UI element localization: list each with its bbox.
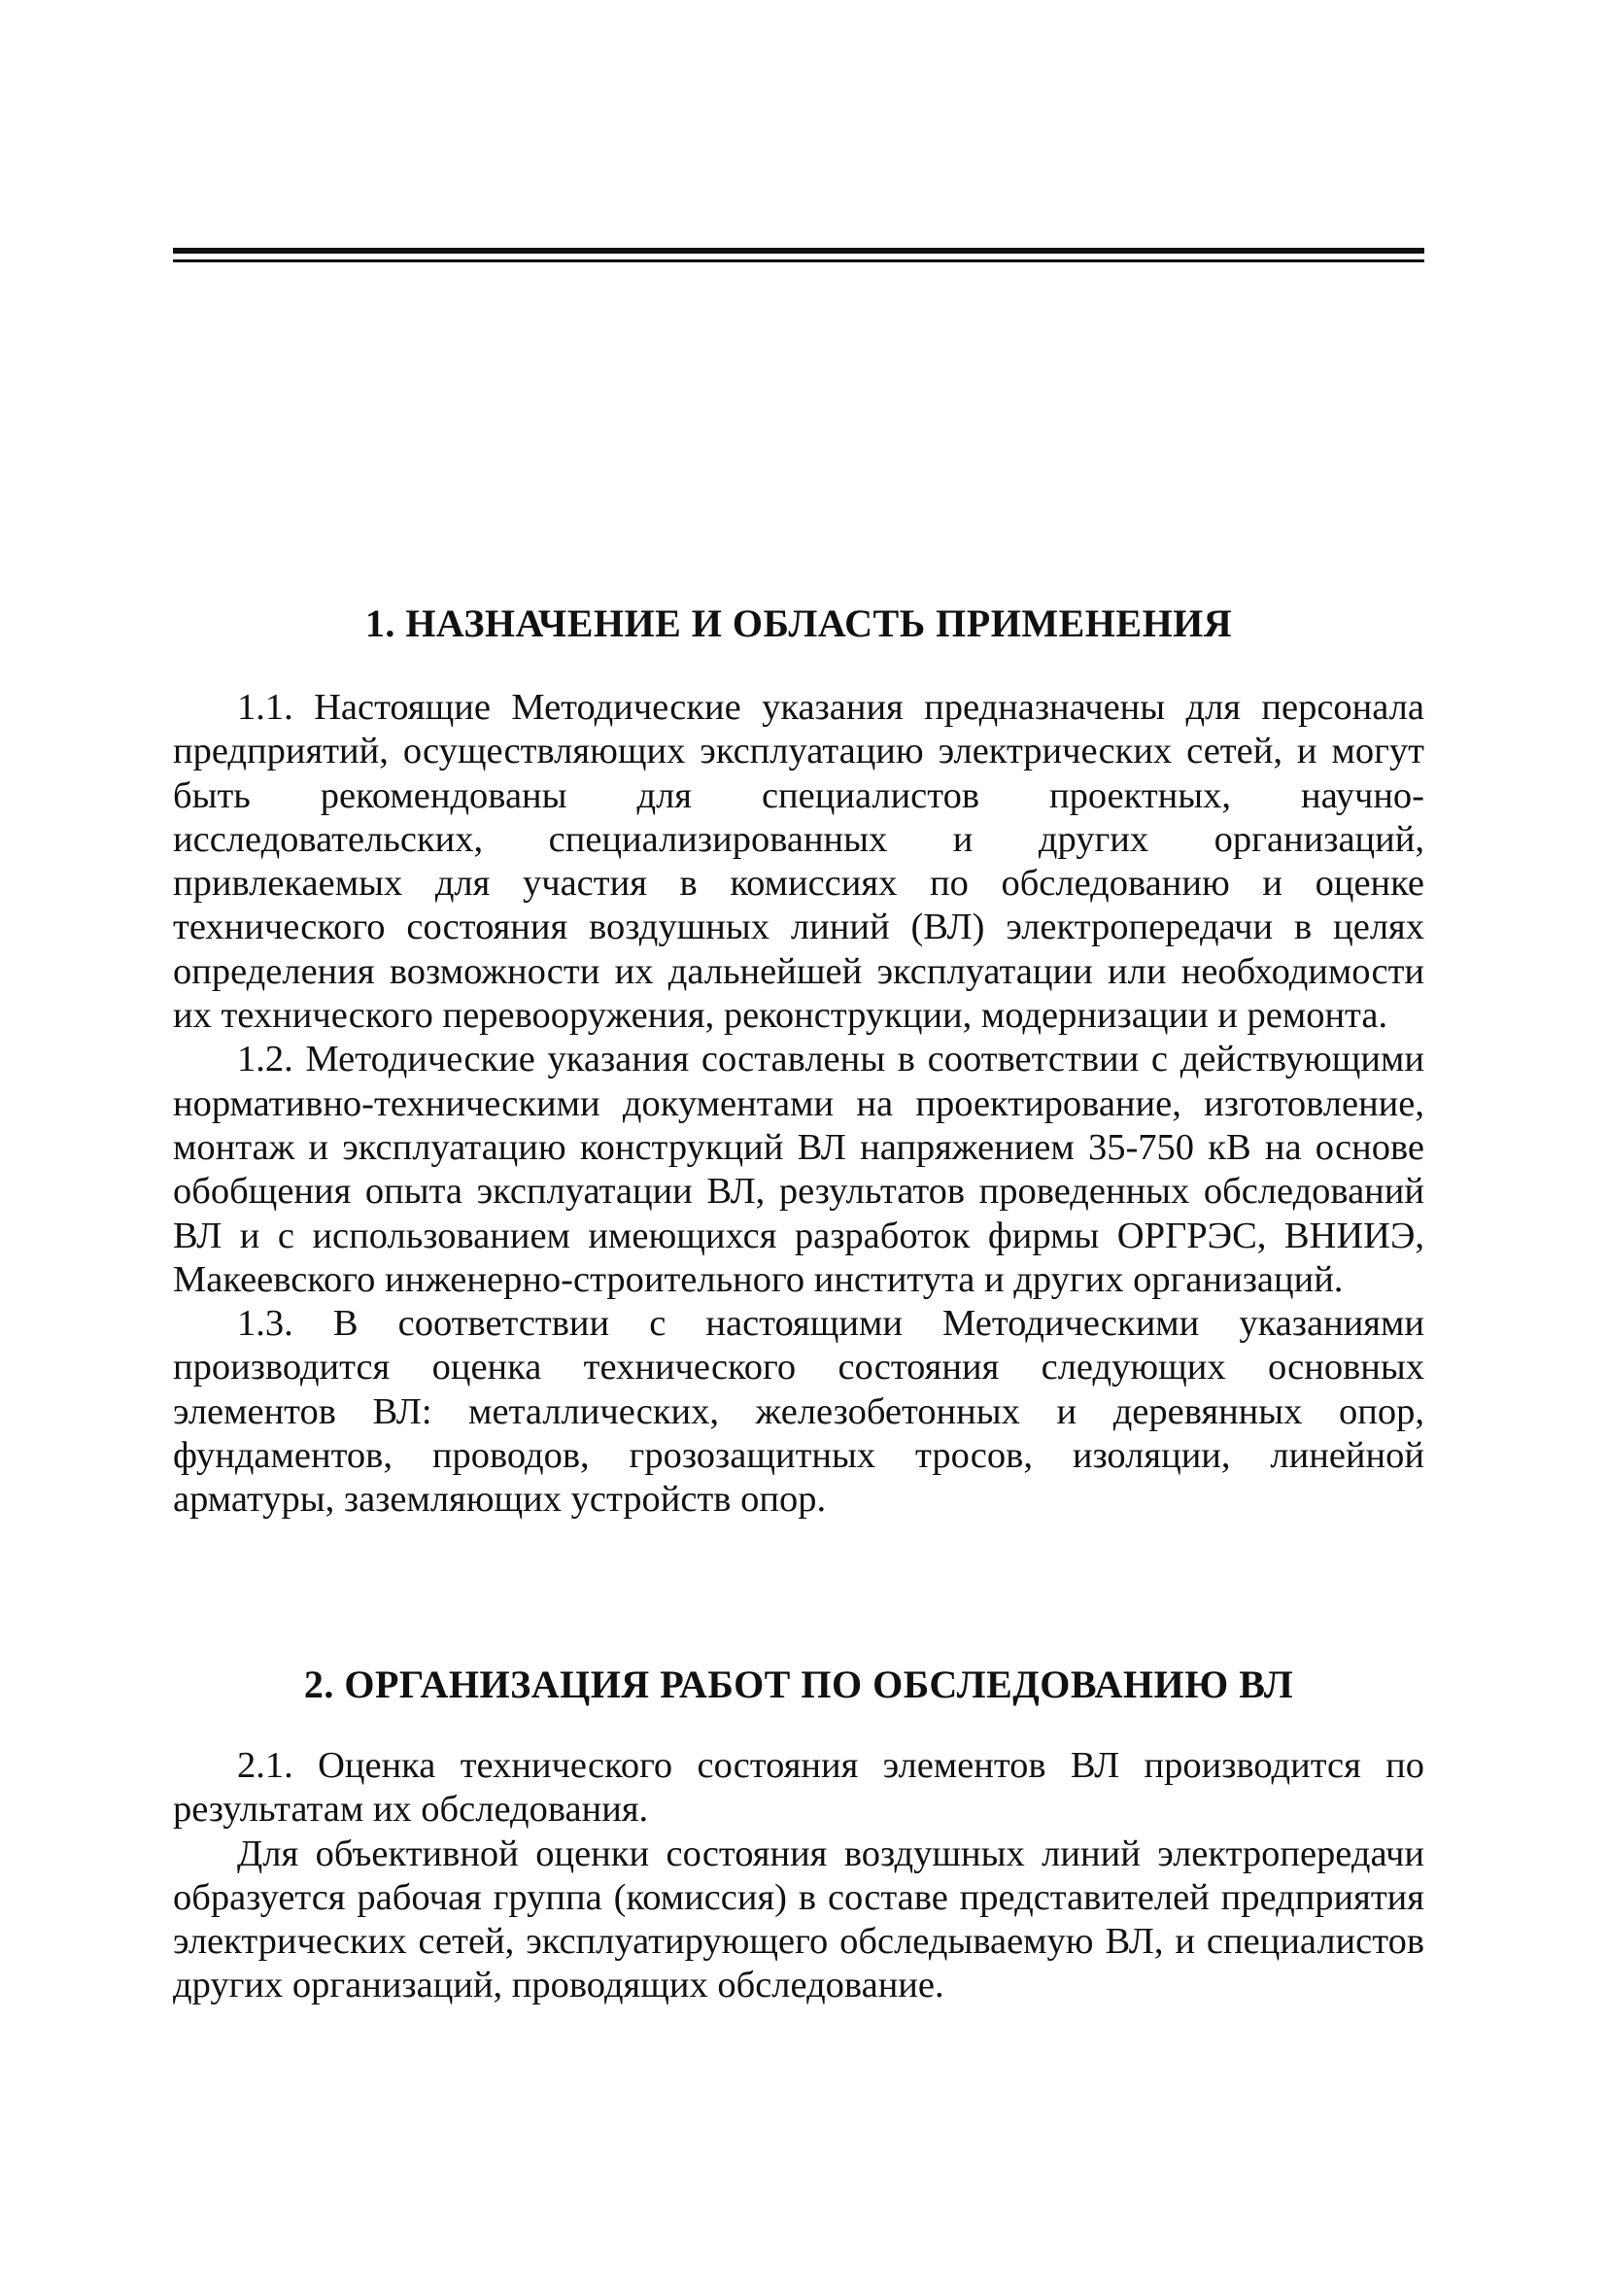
section-1-body [173,686,1424,1523]
paragraph-1-3: 1.3. В соответствии с настоящими Методическими указаниями производится оценка технического состояния следующих основных элементов ВЛ: металлических, железобетонных и деревянных опор, фундаментов, проводов, грозозащитных тросов, изоляции, линейной арматуры, заземляющих устройств опор. [173,1303,1424,1521]
paragraph-2-1-cont: Для объективной оценки состояния воздушных линий электропередачи образуется рабочая группа (комиссия) в составе представителей предприятия электрических сетей, эксплуатирующего обследываемую ВЛ, и специалистов других организаций, проводящих обследование. [173,1833,1424,2006]
header-rule-thick [173,248,1424,254]
paragraph-1-1: 1.1. Настоящие Методические указания предназначены для персонала предприятий, осуществляющих эксплуатацию электрических сетей, и могут быть рекомендованы для специалистов проектных, научно-исследовательских, специализированных и других организаций, привлекаемых для участия в комиссиях по обследованию и оценке технического состояния воздушных линий (ВЛ) электропередачи в целях определения возможности их дальнейшей эксплуатации или необходимости их технического перевооружения, реконструкции, модернизации и ремонта. [173,687,1424,1037]
section-2-heading: 2. ОРГАНИЗАЦИЯ РАБОТ ПО ОБСЛЕДОВАНИЮ ВЛ [303,1662,1294,1706]
header-rule-thin [173,259,1424,262]
paragraph-1-2: 1.2. Методические указания составлены в соответствии с действующими нормативно-техническими документами на проектирование, изготовление, монтаж и эксплуатацию конструкций ВЛ напряжением 35-750 кВ на основе обобщения опыта эксплуатации ВЛ, результатов проведенных обследований ВЛ и с использованием имеющихся разработок фирмы ОРГРЭС, ВНИИЭ, Макеевского инженерно-строительного института и других организаций. [173,1039,1424,1300]
section-1-heading: 1. НАЗНАЧЕНИЕ И ОБЛАСТЬ ПРИМЕНЕНИЯ [364,601,1233,645]
section-2-body [173,1744,1424,2008]
paragraph-2-1: 2.1. Оценка технического состояния элементов ВЛ производится по результатам их обследования. [173,1745,1424,1831]
